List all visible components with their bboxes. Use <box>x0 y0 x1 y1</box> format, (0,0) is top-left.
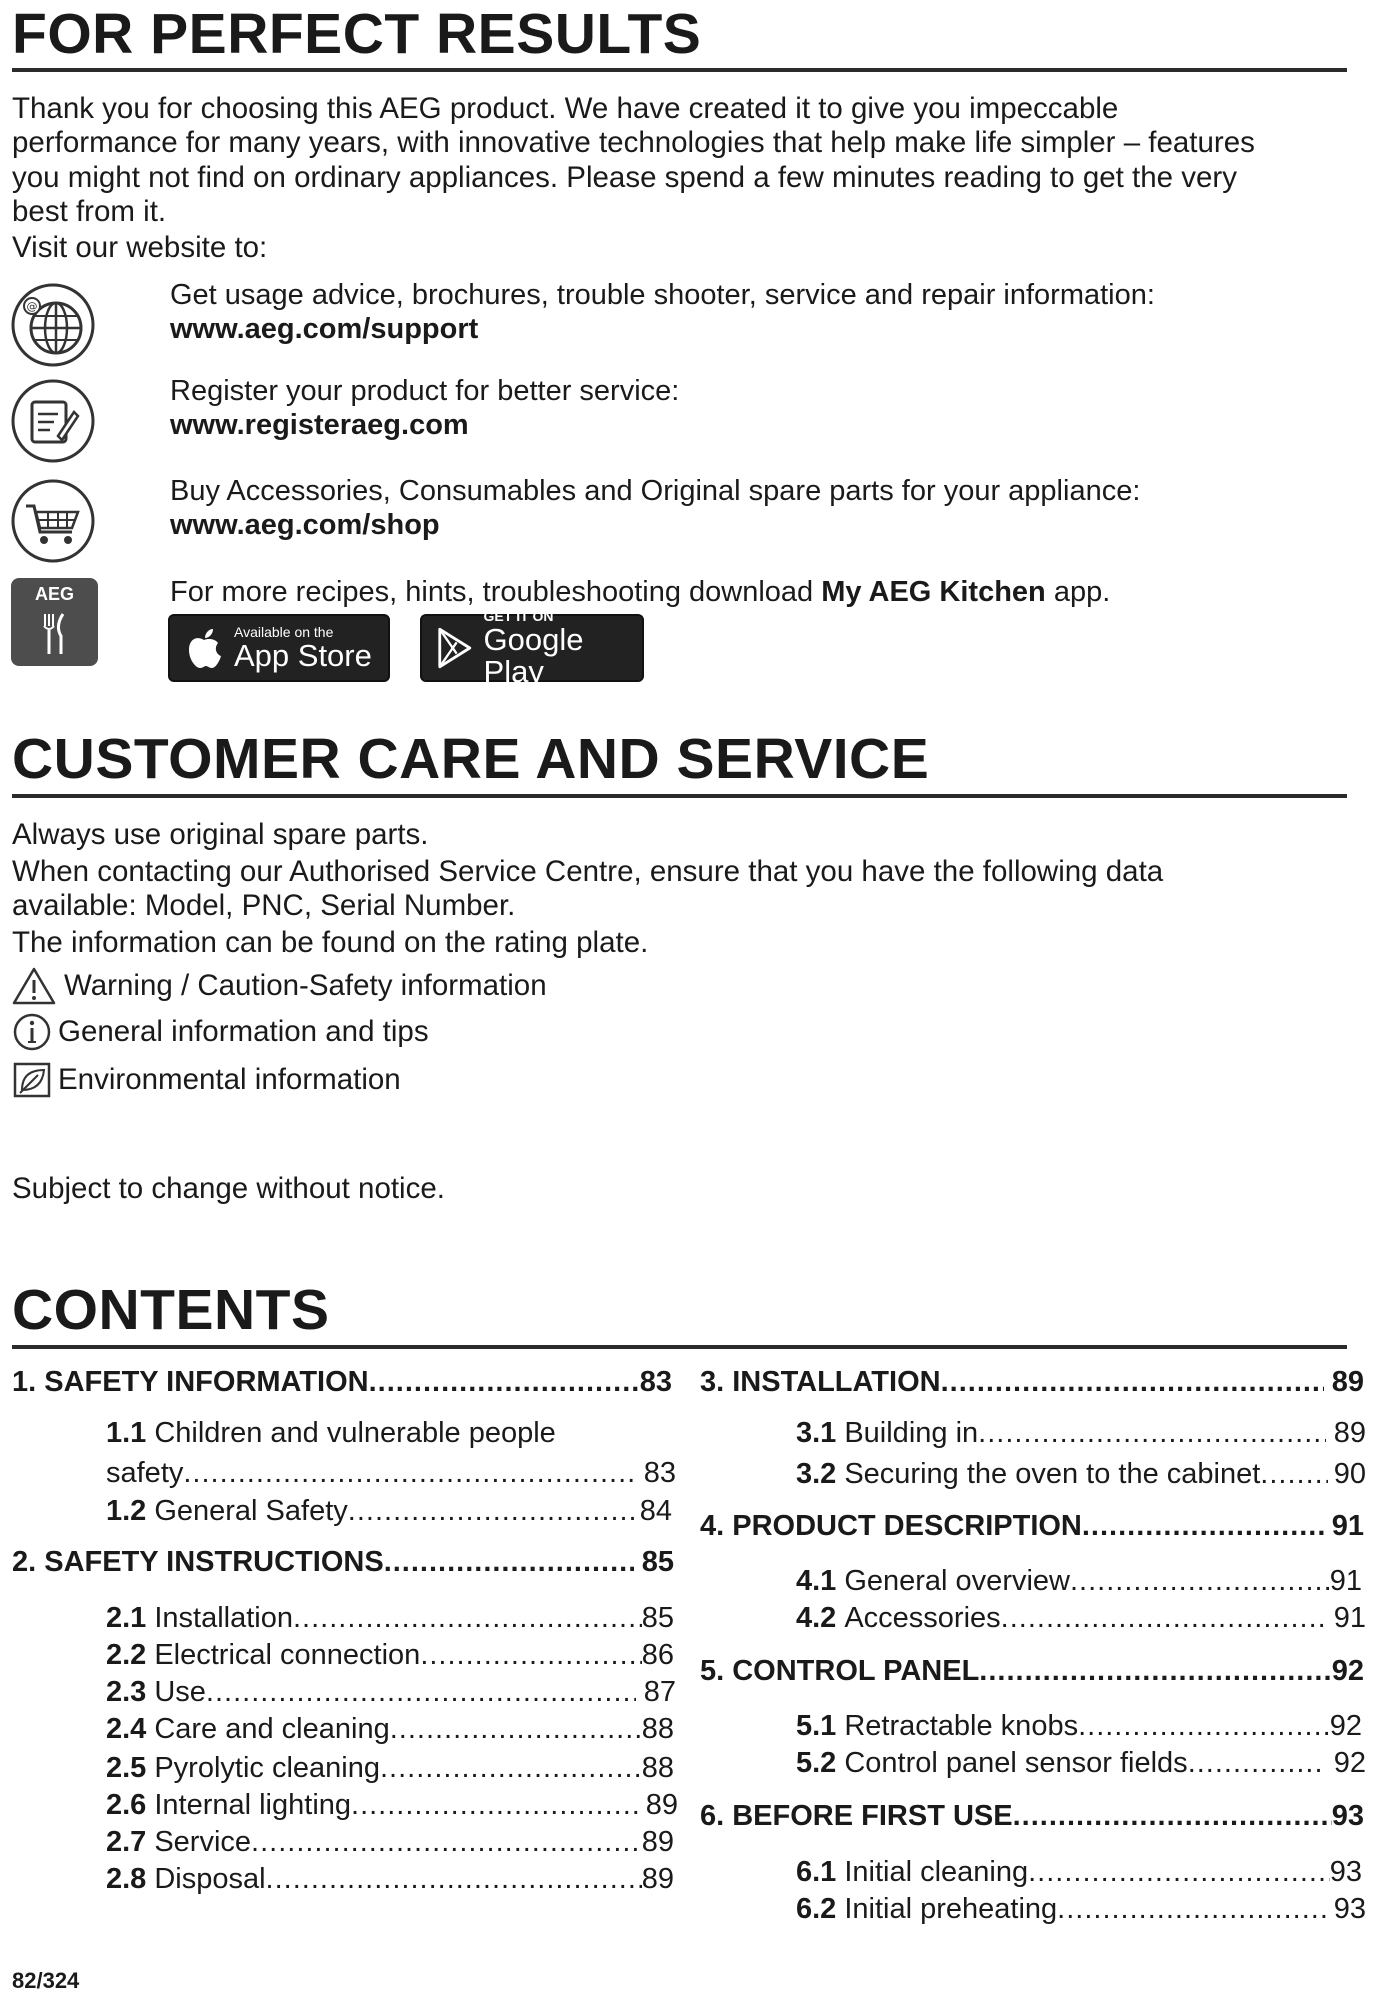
toc-entry-2-2[interactable] <box>106 1639 674 1672</box>
toc-page: 92 <box>1333 1747 1366 1779</box>
toc-dots <box>206 1676 636 1709</box>
toc-dots <box>1001 1602 1326 1635</box>
shop-link[interactable]: www.aeg.com/shop <box>170 509 440 541</box>
toc-dots <box>1078 1710 1330 1743</box>
toc-label: Internal lighting <box>154 1789 352 1821</box>
toc-dots <box>183 1457 635 1490</box>
toc-dots <box>1260 1458 1327 1491</box>
care-line-4: The information can be found on the rating plate. <box>12 926 649 959</box>
toc-dots <box>941 1366 1324 1399</box>
toc-dots <box>351 1789 638 1822</box>
toc-label: Building in <box>844 1417 979 1449</box>
toc-num: 4.2 <box>796 1602 837 1634</box>
toc-dots <box>1057 1893 1326 1926</box>
toc-label: Control panel sensor fields <box>844 1747 1188 1779</box>
toc-dots <box>1082 1510 1324 1543</box>
toc-entry-2-5[interactable] <box>106 1752 674 1785</box>
aeg-app-icon <box>11 578 98 666</box>
toc-label: Retractable knobs <box>844 1710 1079 1742</box>
register-icon <box>10 378 96 464</box>
toc-page: 91 <box>1329 1565 1362 1597</box>
google-play-small: GET IT ON <box>483 608 554 624</box>
cart-icon <box>10 478 96 564</box>
app-text <box>170 575 1110 609</box>
toc-label: General overview <box>844 1565 1070 1597</box>
legend-warning-label: Warning / Caution-Safety information <box>64 969 547 1002</box>
toc-label: 1. SAFETY INFORMATION <box>12 1366 369 1398</box>
toc-label: Service <box>154 1826 252 1858</box>
toc-dots <box>380 1752 642 1785</box>
toc-num: 6.1 <box>796 1856 837 1888</box>
toc-page: 89 <box>645 1789 678 1821</box>
toc-dots <box>384 1546 634 1579</box>
contents-heading: CONTENTS <box>12 1278 330 1342</box>
app-store-small: Available on the <box>234 624 334 640</box>
app-text-after: app. <box>1045 576 1111 608</box>
toc-dots <box>1188 1747 1326 1780</box>
toc-label: Installation <box>154 1602 293 1634</box>
toc-entry-1-1-cont[interactable] <box>106 1457 676 1490</box>
toc-label: Disposal <box>154 1863 266 1895</box>
google-play-icon <box>436 626 474 670</box>
toc-entry-2[interactable] <box>12 1546 674 1579</box>
page-number: 82/324 <box>12 1968 80 1993</box>
toc-num: 2.6 <box>106 1789 147 1821</box>
intro-line-1: Thank you for choosing this AEG product. We have created it to give you impeccable <box>12 92 1119 125</box>
toc-label: 6. BEFORE FIRST USE <box>700 1800 1013 1832</box>
toc-page: 89 <box>641 1863 674 1895</box>
toc-page: 93 <box>1333 1893 1366 1925</box>
toc-entry-6[interactable] <box>700 1800 1364 1833</box>
toc-num: 5.1 <box>796 1710 837 1742</box>
legend-environment <box>12 1060 401 1100</box>
toc-entry-2-1[interactable] <box>106 1602 674 1635</box>
toc-entry-1-2[interactable] <box>106 1495 672 1528</box>
intro-line-4: best from it. <box>12 195 167 228</box>
toc-num: 2.3 <box>106 1676 147 1708</box>
toc-entry-3-2[interactable] <box>796 1458 1366 1491</box>
toc-page: 85 <box>641 1546 674 1578</box>
toc-entry-5[interactable] <box>700 1655 1364 1688</box>
toc-num: 1.2 <box>106 1495 147 1527</box>
toc-num: 2.4 <box>106 1713 147 1745</box>
warning-icon <box>12 966 56 1006</box>
toc-label: Children and vulnerable people <box>154 1417 556 1449</box>
care-line-3: available: Model, PNC, Serial Number. <box>12 889 516 922</box>
results-rule <box>12 68 1347 72</box>
toc-dots <box>1028 1856 1330 1889</box>
toc-label: 3. INSTALLATION <box>700 1366 941 1398</box>
support-text: Get usage advice, brochures, trouble shooter, service and repair information: <box>170 279 1155 311</box>
toc-dots <box>1013 1800 1332 1833</box>
toc-page: 91 <box>1333 1602 1366 1634</box>
toc-page: 93 <box>1331 1800 1364 1832</box>
legend-info <box>12 1012 429 1052</box>
toc-label: Initial cleaning <box>844 1856 1029 1888</box>
toc-entry-3[interactable] <box>700 1366 1364 1399</box>
toc-label: Care and cleaning <box>154 1713 390 1745</box>
toc-page: 92 <box>1329 1710 1362 1742</box>
cutlery-icon <box>41 612 69 656</box>
toc-page: 89 <box>1333 1417 1366 1449</box>
apple-icon <box>184 626 224 670</box>
toc-num: 1.1 <box>106 1417 147 1449</box>
toc-entry-4-2[interactable] <box>796 1602 1366 1635</box>
toc-num: 5.2 <box>796 1747 837 1779</box>
svg-text:@: @ <box>26 300 38 313</box>
toc-entry-6-2[interactable] <box>796 1893 1366 1926</box>
toc-dots <box>390 1713 642 1746</box>
toc-entry-5-1[interactable] <box>796 1710 1362 1743</box>
app-store-button[interactable] <box>168 614 390 682</box>
toc-page: 87 <box>643 1676 676 1708</box>
support-link[interactable]: www.aeg.com/support <box>170 313 479 345</box>
toc-num: 2.1 <box>106 1602 147 1634</box>
toc-label: Initial preheating <box>844 1893 1058 1925</box>
toc-entry-4-1[interactable] <box>796 1565 1362 1598</box>
toc-num: 4.1 <box>796 1565 837 1597</box>
legend-environment-label: Environmental information <box>58 1063 401 1096</box>
toc-page: 83 <box>643 1457 676 1489</box>
toc-num: 2.8 <box>106 1863 147 1895</box>
toc-dots <box>348 1495 640 1528</box>
intro-line-3: you might not find on ordinary appliances. Please spend a few minutes reading to get the very <box>12 161 1237 194</box>
toc-dots <box>369 1366 640 1399</box>
toc-page: 90 <box>1333 1458 1366 1490</box>
leaf-icon <box>12 1060 52 1100</box>
google-play-button[interactable] <box>420 608 644 689</box>
app-text-before: For more recipes, hints, troubleshooting download <box>170 576 822 608</box>
toc-page: 84 <box>639 1495 672 1527</box>
toc-num: 2.2 <box>106 1639 147 1671</box>
care-heading: CUSTOMER CARE AND SERVICE <box>12 727 930 791</box>
care-line-1: Always use original spare parts. <box>12 818 429 851</box>
toc-entry-2-7[interactable] <box>106 1826 674 1859</box>
info-icon <box>12 1012 52 1052</box>
toc-num: 2.5 <box>106 1752 147 1784</box>
legend-warning <box>12 966 547 1006</box>
register-text: Register your product for better service: <box>170 375 680 407</box>
notice-text: Subject to change without notice. <box>12 1172 445 1205</box>
toc-dots <box>293 1602 642 1635</box>
toc-label: Electrical connection <box>154 1639 421 1671</box>
toc-entry-1[interactable] <box>12 1366 672 1399</box>
app-name: My AEG Kitchen <box>821 576 1046 608</box>
toc-page: 91 <box>1331 1510 1364 1542</box>
google-play-big: Google Play <box>483 622 584 689</box>
toc-entry-2-3[interactable] <box>106 1676 676 1709</box>
toc-num: 2.7 <box>106 1826 147 1858</box>
toc-page: 89 <box>641 1826 674 1858</box>
toc-label: Accessories <box>844 1602 1001 1634</box>
toc-page: 88 <box>641 1713 674 1745</box>
toc-entry-5-2[interactable] <box>796 1747 1366 1780</box>
toc-page: 85 <box>641 1602 674 1634</box>
shop-text: Buy Accessories, Consumables and Original spare parts for your appliance: <box>170 475 1141 507</box>
toc-entry-6-1[interactable] <box>796 1856 1362 1889</box>
toc-entry-1-1[interactable] <box>106 1417 676 1450</box>
aeg-app-icon-label: AEG <box>34 584 74 604</box>
toc-label: General Safety <box>154 1495 348 1527</box>
care-line-2: When contacting our Authorised Service Centre, ensure that you have the following data <box>12 855 1164 888</box>
toc-dots <box>1070 1565 1330 1598</box>
toc-label: Use <box>154 1676 206 1708</box>
toc-entry-2-4[interactable] <box>106 1713 674 1746</box>
app-store-big: App Store <box>234 638 372 673</box>
toc-entry-3-1[interactable] <box>796 1417 1366 1450</box>
toc-page: 86 <box>641 1639 674 1671</box>
care-rule <box>12 794 1347 798</box>
legend-info-label: General information and tips <box>58 1015 429 1048</box>
toc-page: 92 <box>1331 1655 1364 1687</box>
toc-dots <box>979 1655 1331 1688</box>
contents-rule <box>12 1345 1347 1349</box>
toc-num: 3.1 <box>796 1417 837 1449</box>
toc-dots <box>420 1639 641 1672</box>
toc-dots <box>266 1863 642 1896</box>
globe-icon <box>10 282 96 368</box>
results-heading: FOR PERFECT RESULTS <box>12 2 702 66</box>
toc-label: Securing the oven to the cabinet <box>844 1458 1261 1490</box>
toc-dots <box>978 1417 1326 1450</box>
toc-label: 2. SAFETY INSTRUCTIONS <box>12 1546 384 1578</box>
toc-num: 6.2 <box>796 1893 837 1925</box>
toc-entry-2-6[interactable] <box>106 1789 678 1822</box>
visit-text: Visit our website to: <box>12 231 268 264</box>
toc-entry-2-8[interactable] <box>106 1863 674 1896</box>
toc-label: 5. CONTROL PANEL <box>700 1655 980 1687</box>
toc-label: Pyrolytic cleaning <box>154 1752 380 1784</box>
toc-page: 88 <box>641 1752 674 1784</box>
toc-page: 83 <box>639 1366 672 1398</box>
toc-dots <box>251 1826 642 1859</box>
toc-page: 93 <box>1329 1856 1362 1888</box>
toc-entry-4[interactable] <box>700 1510 1364 1543</box>
register-link[interactable]: www.registeraeg.com <box>170 409 469 441</box>
toc-label: 4. PRODUCT DESCRIPTION <box>700 1510 1082 1542</box>
intro-line-2: performance for many years, with innovative technologies that help make life simpler – features <box>12 126 1255 159</box>
toc-page: 89 <box>1331 1366 1364 1398</box>
toc-label: safety <box>106 1457 184 1489</box>
toc-num: 3.2 <box>796 1458 837 1490</box>
